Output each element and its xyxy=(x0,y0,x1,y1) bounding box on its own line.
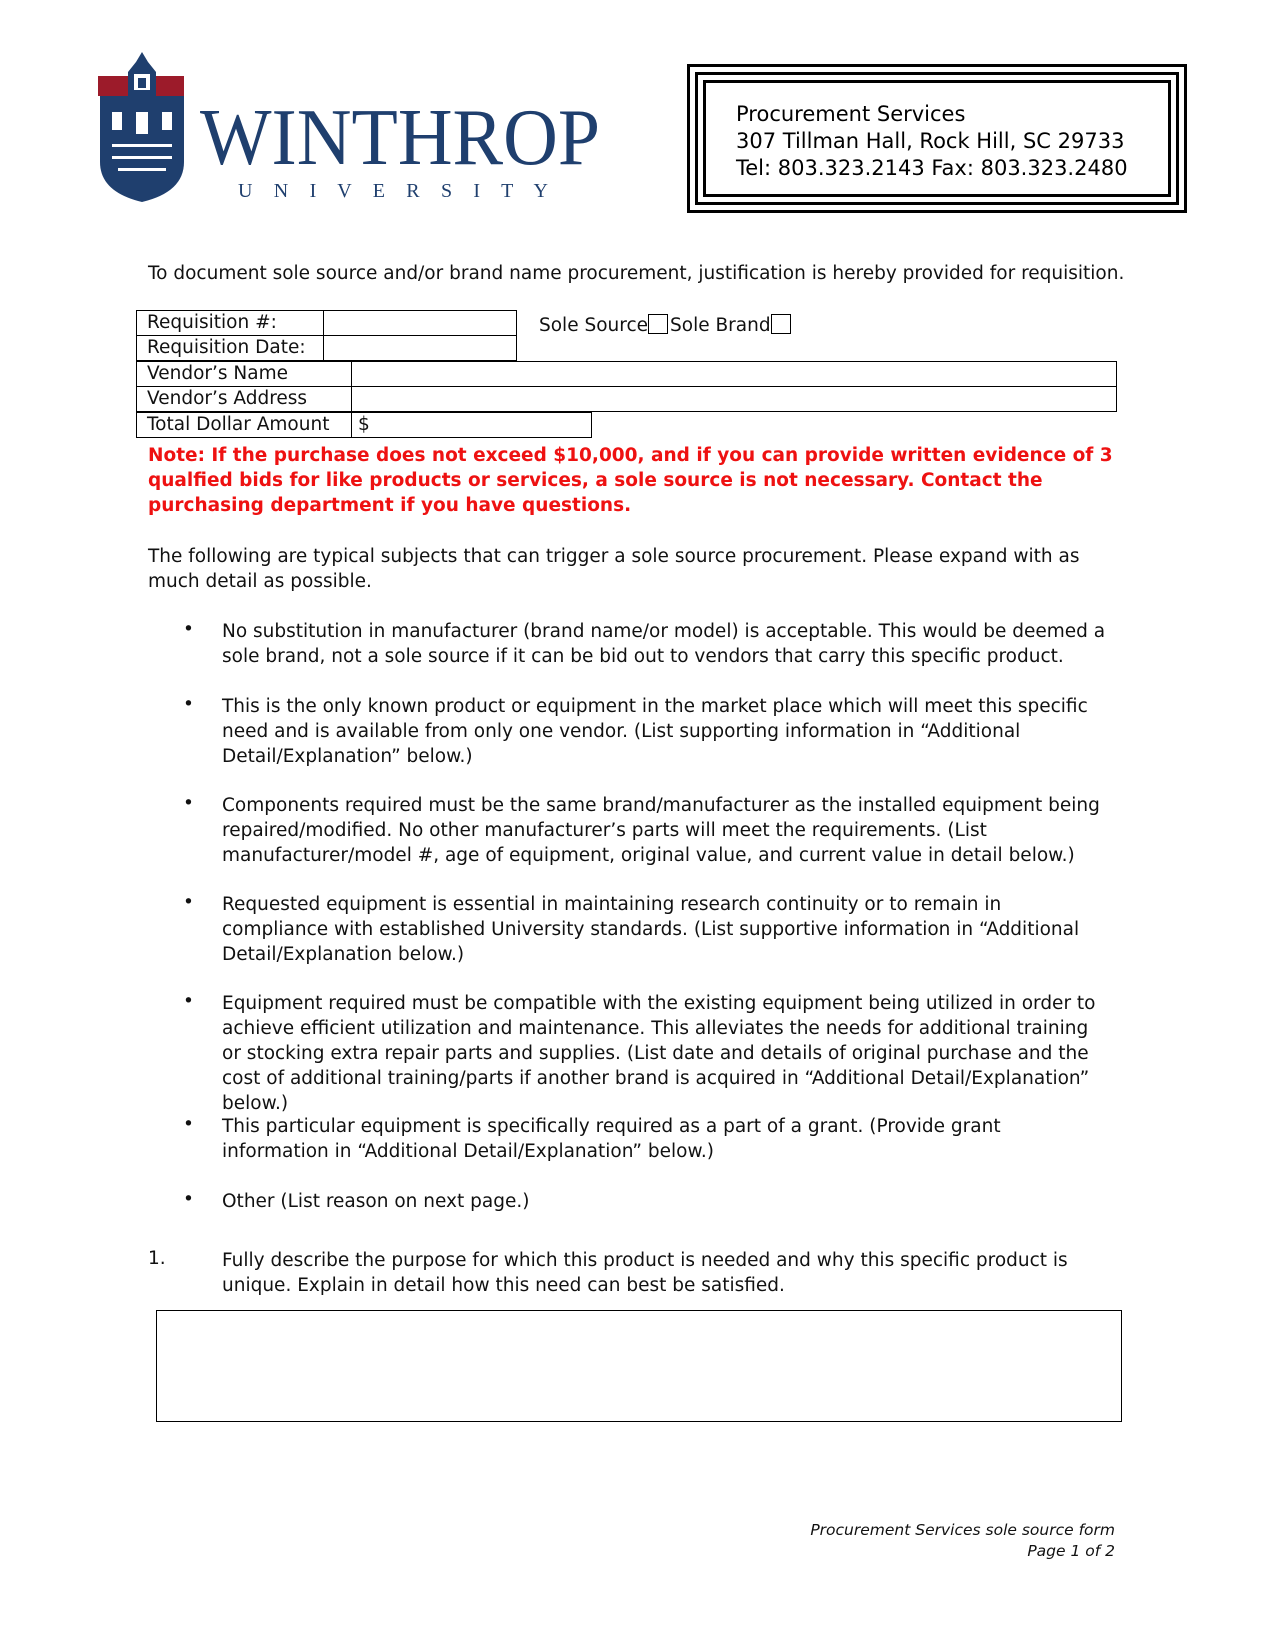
bullet-item-grant: This particular equipment is specifically required as a part of a grant. (Provide grant information in “Additional Detail/Explanation” below.) xyxy=(222,1116,1001,1162)
bullet-item-no-substitution: No substitution in manufacturer (brand name/or model) is acceptable. This would be deemed a sole brand, not a sole source if it can be bid out to vendors that carry this specific product. xyxy=(222,621,1106,667)
note-text: Note: If the purchase does not exceed $10,000, and if you can provide written evidence of 3 qualfied bids for like products or services, a sole source is not necessary. Contact the purchasing department if you have questions. xyxy=(148,445,1113,516)
logo-subtitle: U N I V E R S I T Y xyxy=(238,180,548,202)
sole-brand-label: Sole Brand xyxy=(670,315,771,336)
address-box xyxy=(687,64,1187,213)
question-1-answer-box[interactable] xyxy=(156,1310,1122,1422)
footer-form-name: Procurement Services sole source form xyxy=(810,1521,1115,1539)
sole-source-checkbox[interactable] xyxy=(648,314,668,334)
intro-text: To document sole source and/or brand name procurement, justification is hereby provided for requisition. xyxy=(148,263,1125,284)
bullet-item-other: Other (List reason on next page.) xyxy=(222,1191,530,1212)
total-amount-input[interactable]: $ xyxy=(351,412,592,438)
bullet-marker: • xyxy=(183,793,194,814)
question-1-number: 1. xyxy=(148,1248,166,1269)
bullet-marker: • xyxy=(183,694,194,715)
sole-type-options xyxy=(539,314,793,336)
bullet-item-research-continuity: Requested equipment is essential in maintaining research continuity or to remain in compliance with established University standards. (List supportive information in “Additional Detail/Explanation below.) xyxy=(222,894,1080,965)
footer-page-number: Page 1 of 2 xyxy=(1027,1542,1115,1560)
bullet-marker: • xyxy=(183,1189,194,1210)
sole-source-label: Sole Source xyxy=(539,315,649,336)
logo-name: WINTHROP xyxy=(200,94,600,182)
sole-brand-checkbox[interactable] xyxy=(771,314,791,334)
bullet-marker: • xyxy=(183,1114,194,1135)
address-line-1: Procurement Services xyxy=(736,102,966,126)
subjects-intro: The following are typical subjects that can trigger a sole source procurement. Please expand with as much detail as possible. xyxy=(148,546,1080,592)
total-amount-label: Total Dollar Amount xyxy=(136,412,352,438)
address-text xyxy=(736,101,1128,182)
bullet-marker: • xyxy=(183,991,194,1012)
winthrop-logo xyxy=(98,52,628,212)
logo-shield xyxy=(100,96,184,202)
bullet-item-components-same-brand: Components required must be the same brand/manufacturer as the installed equipment being repaired/modified. No other manufacturer’s parts will meet the requirements. (List manufacturer/model #, age of equipment, original value, and current value in detail below.) xyxy=(222,795,1100,866)
requisition-date-label: Requisition Date: xyxy=(136,335,324,361)
vendor-address-input[interactable] xyxy=(351,386,1117,412)
vendor-address-label: Vendor’s Address xyxy=(136,386,352,412)
bullet-item-compatibility: Equipment required must be compatible with the existing equipment being utilized in order to achieve efficient utilization and maintenance. This alleviates the needs for additional training or stocking extra repair parts and supplies. (List date and details of original purchase and the cost of additional training/parts if another brand is acquired in “Additional Detail/Explanation” below.) xyxy=(222,993,1096,1114)
bullet-marker: • xyxy=(183,619,194,640)
requisition-date-input[interactable] xyxy=(323,335,517,361)
vendor-name-input[interactable] xyxy=(351,361,1117,387)
address-line-3: Tel: 803.323.2143 Fax: 803.323.2480 xyxy=(736,156,1128,180)
requisition-number-input[interactable] xyxy=(323,310,517,336)
bullet-item-only-known-product: This is the only known product or equipment in the market place which will meet this specific need and is available from only one vendor. (List supporting information in “Additional Detail/Explanation” below.) xyxy=(222,696,1088,767)
bullet-marker: • xyxy=(183,892,194,913)
vendor-name-label: Vendor’s Name xyxy=(136,361,352,387)
footer xyxy=(810,1520,1115,1562)
requisition-number-label: Requisition #: xyxy=(136,310,324,336)
question-1-text: Fully describe the purpose for which this product is needed and why this specific product is unique. Explain in detail how this need can best be satisfied. xyxy=(222,1250,1068,1296)
address-line-2: 307 Tillman Hall, Rock Hill, SC 29733 xyxy=(736,129,1125,153)
